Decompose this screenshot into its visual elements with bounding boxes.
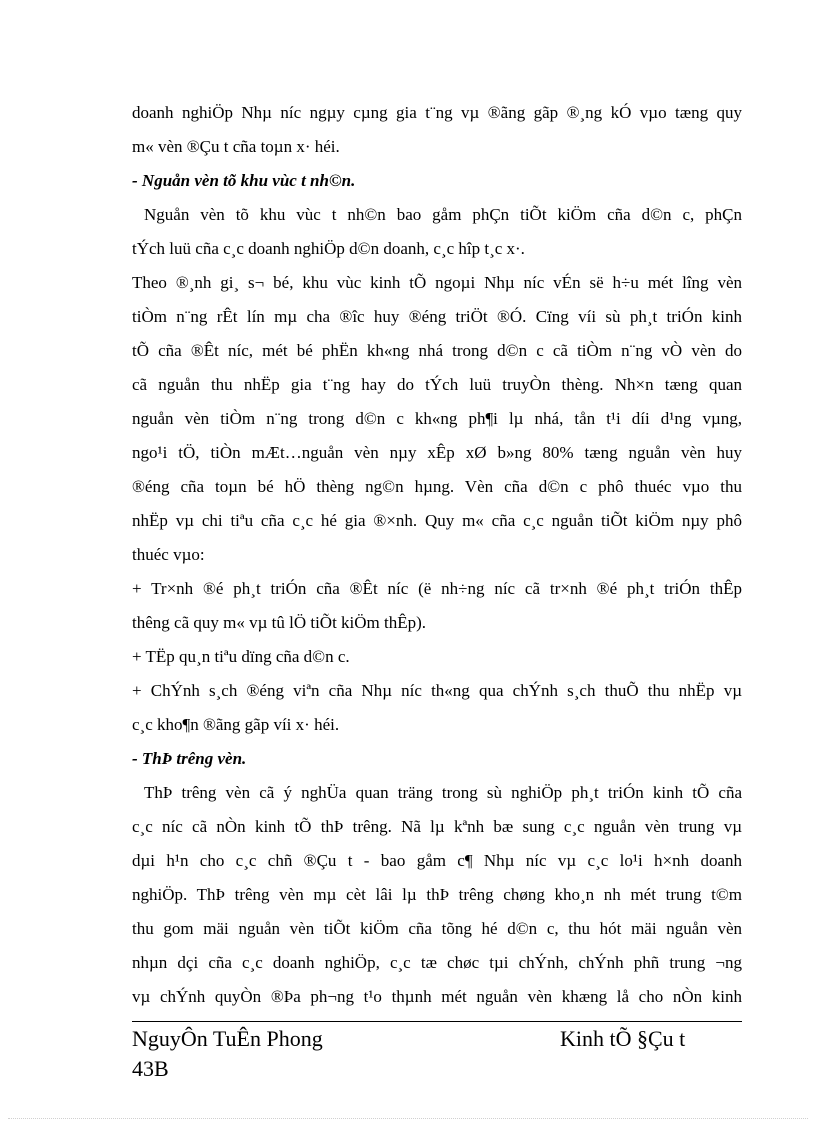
text-line: thu gom mäi nguån vèn tiÕt kiÖm cña tõng hé d©n c, thu hót mäi nguån vèn	[132, 919, 742, 938]
section-heading: - ThÞ trêng vèn.	[132, 749, 247, 768]
text-line: ®éng cña toµn bé hÖ thèng ng©n hµng. Vèn cña d©n c phô thuéc vµo thu	[132, 477, 742, 496]
footer-divider	[132, 1021, 742, 1022]
text-line: thuéc vµo:	[132, 545, 205, 564]
footer-class: 43B	[132, 1056, 169, 1081]
body-text	[132, 96, 742, 1014]
text-line: vµ chÝnh quyÒn ®Þa ph¬ng t¹o thµnh mét nguån vèn khæng lå cho nÒn kinh	[132, 987, 742, 1006]
footer-author: NguyÔn TuÊn Phong	[132, 1026, 323, 1051]
text-line: + ChÝnh s¸ch ®éng viªn cña Nhµ níc th«ng qua chÝnh s¸ch thuÕ thu nhËp vµ	[132, 681, 742, 700]
text-line: + TËp qu¸n tiªu dïng cña d©n c.	[132, 647, 350, 666]
text-line: m« vèn ®Çu t cña toµn x· héi.	[132, 137, 340, 156]
text-line: c¸c kho¶n ®ãng gãp víi x· héi.	[132, 715, 340, 734]
text-line: Nguån vèn tõ khu vùc t nh©n bao gåm phÇn tiÕt kiÖm cña d©n c, phÇn	[144, 205, 742, 224]
text-line: + Tr×nh ®é ph¸t triÓn cña ®Êt níc (ë nh÷ng níc cã tr×nh ®é ph¸t triÓn thÊp	[132, 579, 742, 598]
text-line: cã nguån thu nhËp gia t¨ng hay do tÝch luü truyÒn thèng. Nh×n tæng quan	[132, 375, 742, 394]
text-line: dµi h¹n cho c¸c chñ ®Çu t - bao gåm c¶ Nhµ níc vµ c¸c lo¹i h×nh doanh	[132, 851, 742, 870]
text-line: tiÒm n¨ng rÊt lín mµ cha ®îc huy ®éng triÖt ®Ó. Cïng víi sù ph¸t triÓn kinh	[132, 307, 742, 326]
text-line: Theo ®¸nh gi¸ s¬ bé, khu vùc kinh tÕ ngoµi Nhµ níc vÉn së h÷u mét lîng vèn	[132, 273, 742, 292]
text-line: nguån vèn tiÒm n¨ng trong d©n c kh«ng ph¶i lµ nhá, tån t¹i díi d¹ng vµng,	[132, 409, 742, 428]
page-bottom-border	[8, 1118, 808, 1119]
text-line: doanh nghiÖp Nhµ níc ngµy cµng gia t¨ng vµ ®ãng gãp ®¸ng kÓ vµo tæng quy	[132, 103, 742, 122]
text-line: tÝch luü cña c¸c doanh nghiÖp d©n doanh, c¸c hîp t¸c x·.	[132, 239, 525, 258]
text-line: ngo¹i tÖ, tiÒn mÆt…nguån vèn nµy xÊp xØ b»ng 80% tæng nguån vèn huy	[132, 443, 742, 462]
text-line: nhËp vµ chi tiªu cña c¸c hé gia ®×nh. Quy m« cña c¸c nguån tiÕt kiÖm nµy phô	[132, 511, 742, 530]
text-line: tÕ cña ®Êt níc, mét bé phËn kh«ng nhá trong d©n c cã tiÒm n¨ng vÒ vèn do	[132, 341, 742, 360]
section-heading: - Nguån vèn tõ khu vùc t nh©n.	[132, 171, 356, 190]
text-line: c¸c níc cã nÒn kinh tÕ thÞ trêng. Nã lµ kªnh bæ sung c¸c nguån vèn trung vµ	[132, 817, 742, 836]
text-line: ThÞ trêng vèn cã ý nghÜa quan träng trong sù nghiÖp ph¸t triÓn kinh tÕ cña	[144, 783, 742, 802]
text-line: nghiÖp. ThÞ trêng vèn mµ cèt lâi lµ thÞ trêng chøng kho¸n nh mét trung t©m	[132, 885, 742, 904]
footer-subject: Kinh tÕ §Çu t	[560, 1026, 686, 1051]
text-line: thêng cã quy m« vµ tû lÖ tiÕt kiÖm thÊp).	[132, 613, 427, 632]
text-line: nhµn dçi cña c¸c doanh nghiÖp, c¸c tæ chøc tµi chÝnh, chÝnh phñ trung ¬ng	[132, 953, 742, 972]
